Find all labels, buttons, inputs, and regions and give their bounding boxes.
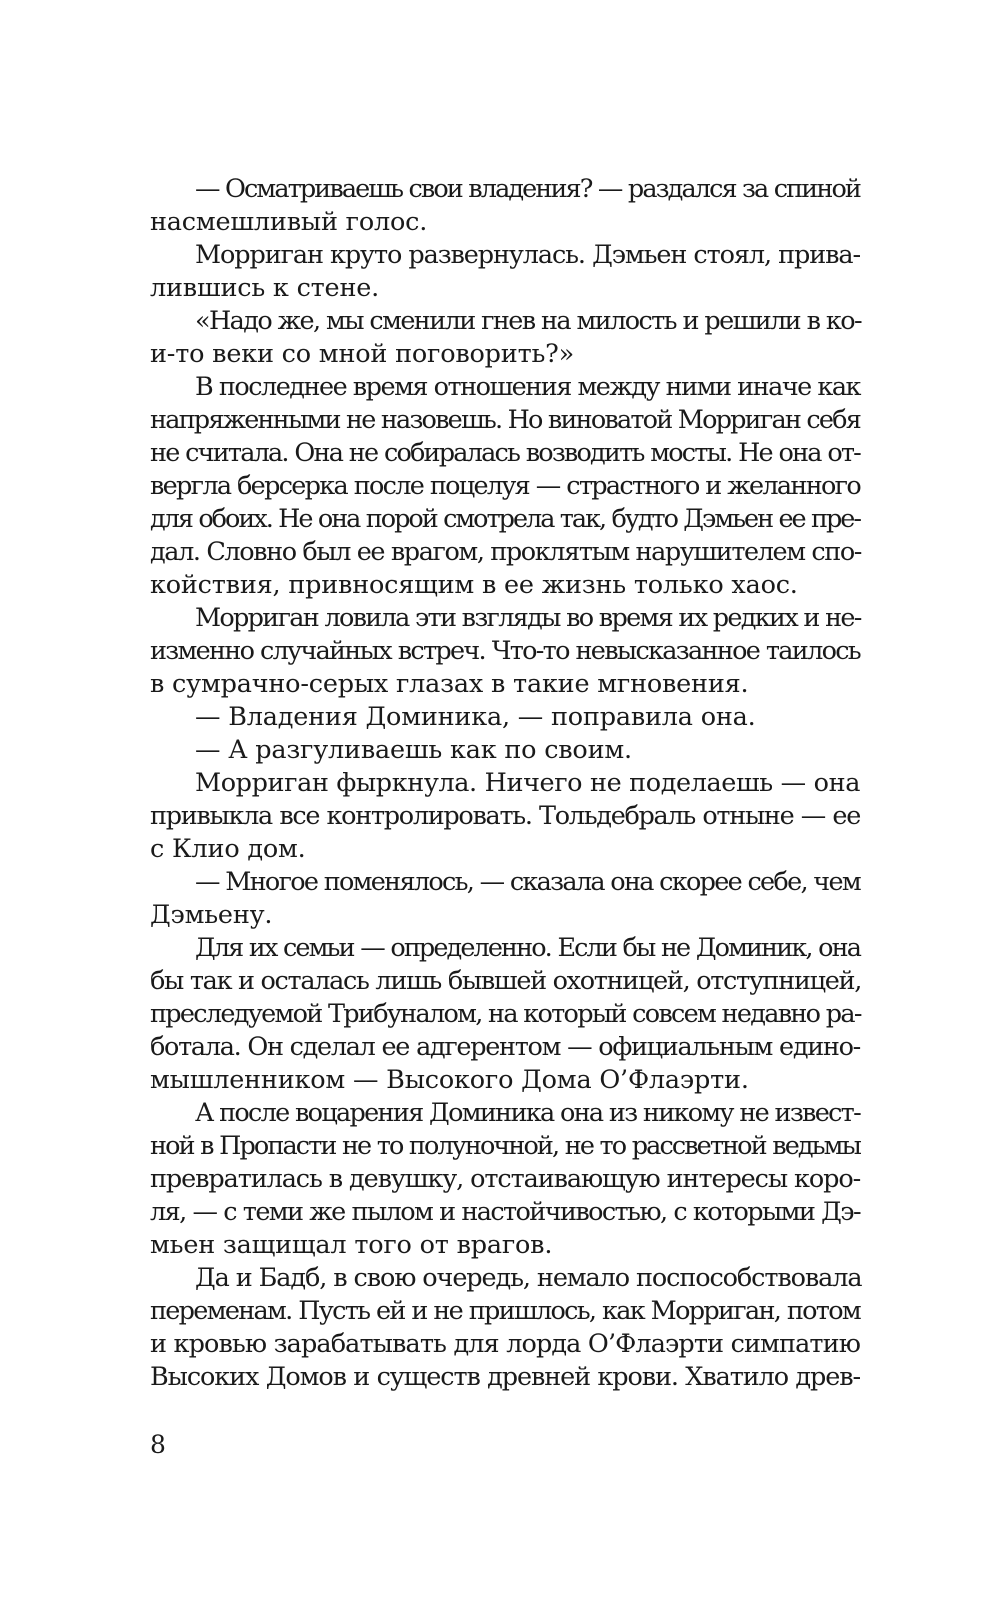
- text-line: — Осматриваешь свои владения? — раздался за спиной: [195, 174, 860, 204]
- text-line: мьен защищал того от врагов.: [150, 1230, 553, 1260]
- text-line: привыкла все контролировать. Тольдебраль отныне — ее: [150, 801, 860, 831]
- text-line: дал. Словно был ее врагом, проклятым нарушителем спо-: [150, 537, 862, 567]
- text-line: в сумрачно-серых глазах в такие мгновения.: [150, 669, 749, 699]
- text-line: лившись к стене.: [150, 273, 380, 303]
- text-line: — Многое поменялось, — сказала она скорее себе, чем: [195, 867, 860, 897]
- text-line: напряженными не назовешь. Но виноватой Морриган себя: [150, 405, 860, 435]
- text-line: ной в Пропасти не то полуночной, не то рассветной ведьмы: [150, 1131, 860, 1161]
- text-line: и кровью зарабатывать для лорда О’Флаэрти симпатию: [150, 1329, 860, 1359]
- text-line: А после воцарения Доминика она из никому не извест-: [195, 1098, 860, 1128]
- text-line: мышленником — Высокого Дома О’Флаэрти.: [150, 1065, 749, 1095]
- text-line: — А разгуливаешь как по своим.: [195, 735, 632, 765]
- text-line: Морриган круто развернулась. Дэмьен стоял, прива-: [195, 240, 860, 270]
- text-line: — Владения Доминика, — поправила она.: [195, 702, 756, 732]
- text-line: переменам. Пусть ей и не пришлось, как Морриган, потом: [150, 1296, 860, 1326]
- text-line: Высоких Домов и существ древней крови. Хватило древ-: [150, 1362, 860, 1392]
- text-line: Морриган фыркнула. Ничего не поделаешь — она: [195, 768, 860, 798]
- text-line: изменно случайных встреч. Что-то невысказанное таилось: [150, 636, 860, 666]
- text-line: насмешливый голос.: [150, 207, 428, 237]
- text-line: койствия, привносящим в ее жизнь только хаос.: [150, 570, 798, 600]
- text-line: превратилась в девушку, отстаивающую интересы коро-: [150, 1164, 861, 1194]
- text-line: и-то веки со мной поговорить?»: [150, 339, 575, 369]
- text-line: Дэмьену.: [150, 900, 273, 930]
- text-line: Да и Бадб, в свою очередь, немало поспособствовала: [195, 1263, 862, 1293]
- text-line: для обоих. Не она порой смотрела так, будто Дэмьен ее пре-: [150, 504, 860, 534]
- text-line: «Надо же, мы сменили гнев на милость и решили в ко-: [195, 306, 861, 336]
- text-line: Морриган ловила эти взгляды во время их редких и не-: [195, 603, 861, 633]
- text-line: вергла берсерка после поцелуя — страстного и желанного: [150, 471, 860, 501]
- page-number: 8: [150, 1430, 166, 1459]
- text-line: преследуемой Трибуналом, на который совсем недавно ра-: [150, 999, 861, 1029]
- text-line: ля, — с теми же пылом и настойчивостью, с которыми Дэ-: [150, 1197, 860, 1227]
- text-line: с Клио дом.: [150, 834, 306, 864]
- text-line: бы так и осталась лишь бывшей охотницей, отступницей,: [150, 966, 862, 996]
- text-line: не считала. Она не собиралась возводить мосты. Не она от-: [150, 438, 860, 468]
- text-line: ботала. Он сделал ее адгерентом — официальным едино-: [150, 1032, 860, 1062]
- page-text: [150, 173, 860, 1394]
- text-line: В последнее время отношения между ними иначе как: [195, 372, 860, 402]
- text-line: Для их семьи — определенно. Если бы не Доминик, она: [195, 933, 860, 963]
